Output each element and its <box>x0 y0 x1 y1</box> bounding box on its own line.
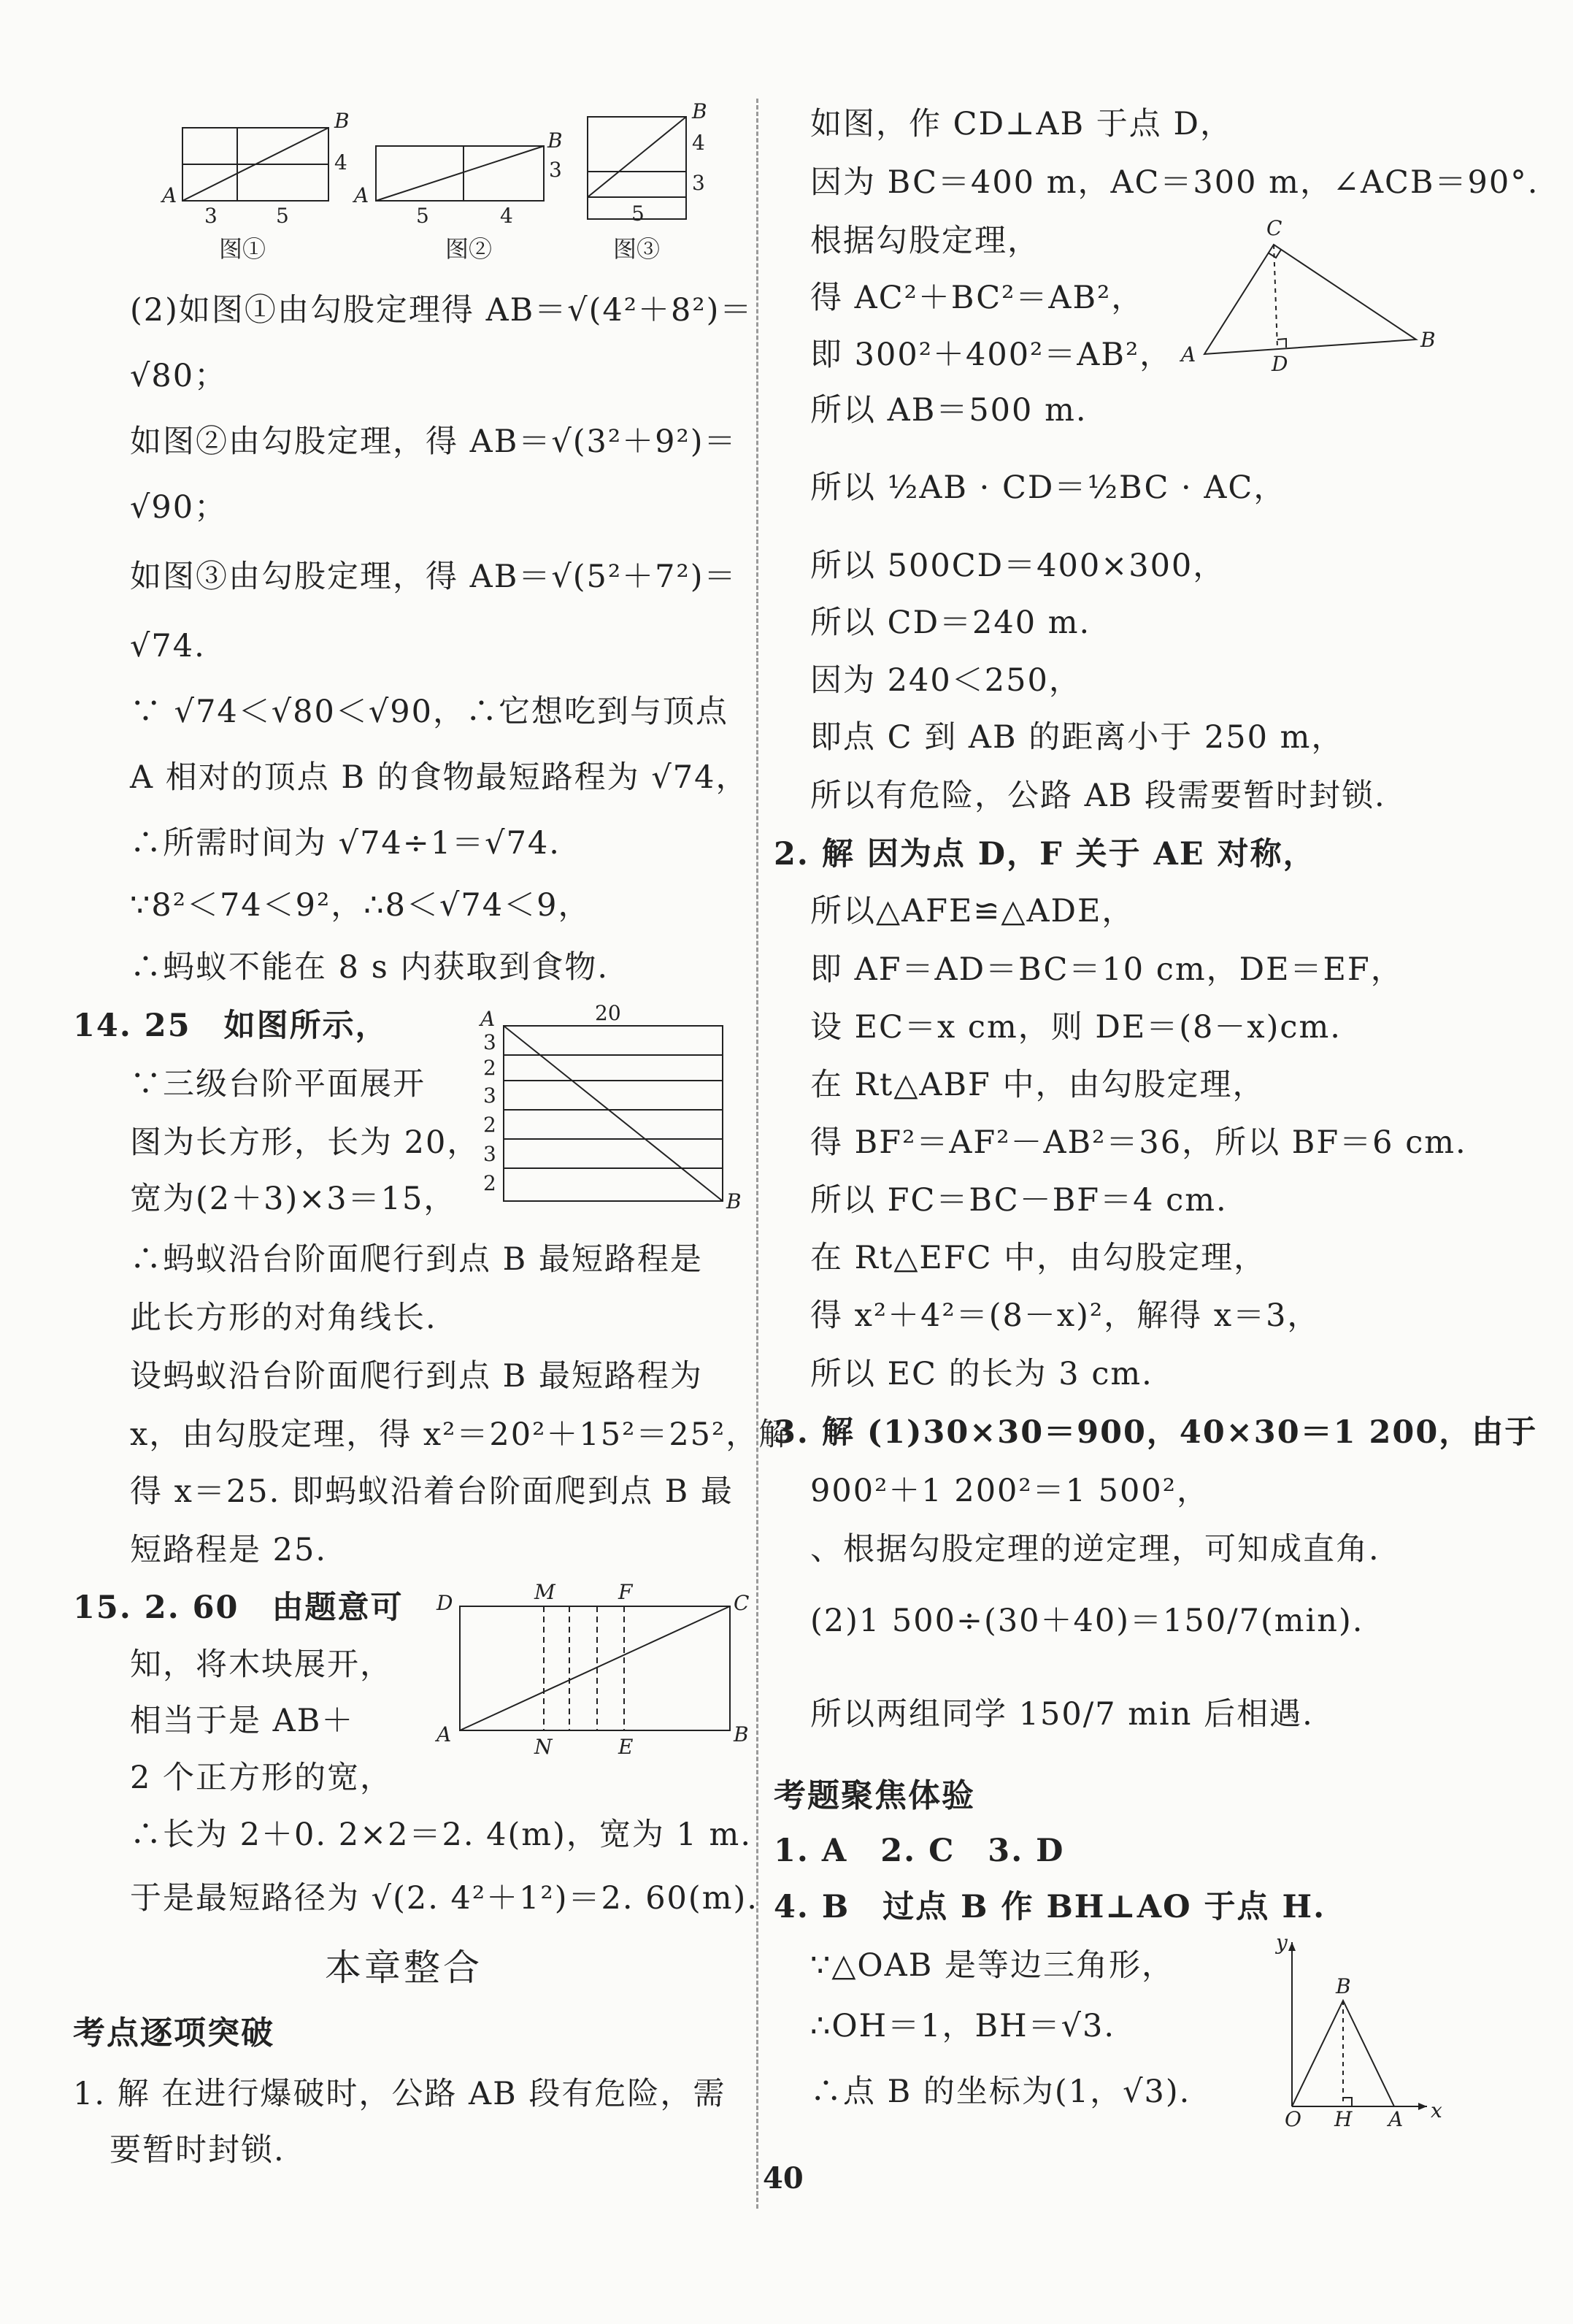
label-C: C <box>734 1591 750 1615</box>
label-A: A <box>436 1722 452 1746</box>
figure-caption: 图① <box>219 235 266 263</box>
text-line: 相当于是 AB＋ <box>130 1703 355 1739</box>
dim-label: 3 <box>204 204 218 228</box>
text-line: 此长方形的对角线长. <box>130 1300 437 1336</box>
text-line: √90； <box>130 489 228 526</box>
dim-label: 20 <box>595 1001 621 1025</box>
text-line: 得 BF²＝AF²－AB²＝36，所以 BF＝6 cm. <box>810 1124 1467 1161</box>
text-line: 得 AC²＋BC²＝AB²， <box>810 280 1145 316</box>
label-B: B <box>334 109 350 133</box>
text-line: 所以 EC 的长为 3 cm. <box>810 1356 1153 1392</box>
column-divider <box>756 99 758 2209</box>
text-line: (2)1 500÷(30＋40)＝150/7(min). <box>810 1603 1364 1639</box>
text-line: 根据勾股定理， <box>810 223 1040 259</box>
dim-label: 3 <box>549 158 562 182</box>
text-line: 宽为(2＋3)×3＝15， <box>130 1181 457 1217</box>
text-line: √80； <box>130 358 228 394</box>
label-A: A <box>1388 2107 1404 2131</box>
text-line: 在 Rt△EFC 中，由勾股定理， <box>810 1240 1267 1276</box>
figure-triangle-ACB <box>1175 212 1453 387</box>
text-line: 即 AF＝AD＝BC＝10 cm，DE＝EF， <box>810 951 1404 988</box>
label-B: B <box>692 99 707 123</box>
text-line: 如图③由勾股定理，得 AB＝√(5²＋7²)＝ <box>130 559 737 595</box>
text-line: ∴长为 2＋0. 2×2＝2. 4(m)，宽为 1 m. <box>130 1817 752 1853</box>
dim-label: 5 <box>416 204 429 228</box>
text-line: 于是最短路径为 √(2. 4²＋1²)＝2. 60(m). <box>130 1880 758 1917</box>
figure-3 <box>588 99 707 263</box>
text-line: 所以 AB＝500 m. <box>810 392 1088 429</box>
figure-caption: 图③ <box>613 235 661 263</box>
text-line: ∴点 B 的坐标为(1，√3). <box>810 2074 1191 2110</box>
text-line: 即 300²＋400²＝AB²， <box>810 337 1173 373</box>
label-F: F <box>618 1580 633 1604</box>
section-heading: 考题聚焦体验 <box>774 1777 975 1814</box>
text-line: 所以 CD＝240 m. <box>810 605 1091 641</box>
text-line: 所以 FC＝BC－BF＝4 cm. <box>810 1182 1228 1219</box>
text-line: ∵8²＜74＜9²，∴8＜√74＜9， <box>130 887 591 924</box>
dim-label: 5 <box>631 202 645 226</box>
text-line: 所以 500CD＝400×300， <box>810 548 1226 584</box>
text-line: x，由勾股定理，得 x²＝20²＋15²＝25²，解 <box>130 1416 792 1453</box>
dim-label: 3 <box>692 171 705 195</box>
dim-label: 3 <box>483 1030 496 1054</box>
text-line: ∵ √74＜√80＜√90，∴它想吃到与顶点 <box>130 694 729 730</box>
label-M: M <box>534 1580 555 1604</box>
text-line: 所以 ½AB · CD＝½BC · AC， <box>810 469 1287 506</box>
label-D: D <box>1272 352 1288 376</box>
figure-caption: 图② <box>445 235 493 263</box>
label-A: A <box>1181 342 1196 367</box>
text-line: 如图，作 CD⊥AB 于点 D， <box>810 106 1233 142</box>
question-2: 2. 解 因为点 D，F 关于 AE 对称， <box>774 836 1316 873</box>
text-line: √74. <box>130 628 206 664</box>
dim-label: 2 <box>483 1056 496 1080</box>
label-H: H <box>1334 2107 1353 2131</box>
text-line: ∵三级台阶平面展开 <box>130 1066 426 1102</box>
label-A: A <box>480 1007 496 1031</box>
text-line: 要暂时封锁. <box>109 2132 285 2168</box>
text-line: 所以两组同学 150/7 min 后相遇. <box>810 1696 1314 1733</box>
text-line: 所以有危险，公路 AB 段需要暂时封锁. <box>810 778 1386 814</box>
answers-1-3: 1. A 2. C 3. D <box>774 1833 1065 1869</box>
dim-label: 3 <box>483 1084 496 1108</box>
label-N: N <box>534 1735 553 1759</box>
text-line: 设蚂蚁沿台阶面爬行到点 B 最短路程为 <box>130 1358 703 1395</box>
label-B: B <box>726 1189 742 1213</box>
axis-label-x: x <box>1431 2098 1442 2122</box>
text-line: ∴蚂蚁不能在 8 s 内获取到食物. <box>130 949 609 986</box>
text-line: 在 Rt△ABF 中，由勾股定理， <box>810 1067 1266 1103</box>
label-B: B <box>734 1722 749 1746</box>
text-line: 900²＋1 200²＝1 500²， <box>810 1473 1209 1509</box>
dim-label: 2 <box>483 1171 496 1195</box>
question-4: 4. B 过点 B 作 BH⊥AO 于点 H. <box>774 1889 1326 1925</box>
text-line: 所以△AFE≌△ADE， <box>810 893 1135 929</box>
text-line: ∵△OAB 是等边三角形， <box>810 1947 1174 1984</box>
figure-wood-block <box>431 1577 750 1760</box>
dim-label: 4 <box>692 131 705 155</box>
text-line: ∴蚂蚁沿台阶面爬行到点 B 最短路程是 <box>130 1241 703 1278</box>
text-line: 得 x＝25. 即蚂蚁沿着台阶面爬到点 B 最 <box>130 1473 734 1510</box>
label-B: B <box>547 129 563 153</box>
label-A: A <box>162 183 177 207</box>
text-line: 如图②由勾股定理，得 AB＝√(3²＋9²)＝ <box>130 423 737 460</box>
text-line: 设 EC＝x cm，则 DE＝(8－x)cm. <box>810 1009 1342 1046</box>
figure-stairs <box>467 1001 745 1216</box>
section-heading: 考点逐项突破 <box>73 2014 274 2052</box>
label-E: E <box>618 1735 634 1759</box>
text-line: ∴所需时间为 √74÷1＝√74. <box>130 825 561 862</box>
dim-label: 5 <box>276 204 289 228</box>
text-line: 、根据勾股定理的逆定理，可知成直角. <box>810 1531 1380 1568</box>
question-3: 3. 解 (1)30×30＝900，40×30＝1 200，由于 <box>774 1414 1538 1451</box>
text-line: (2)如图①由勾股定理得 AB＝√(4²＋8²)＝ <box>130 292 753 329</box>
axis-label-y: y <box>1276 1930 1288 1955</box>
figure-rectangles-top <box>146 95 745 277</box>
label-A: A <box>354 183 369 207</box>
text-line: 图为长方形，长为 20， <box>130 1124 480 1161</box>
text-line: A 相对的顶点 B 的食物最短路程为 √74， <box>130 759 749 796</box>
dim-label: 2 <box>483 1113 496 1137</box>
figure-equilateral-OAB <box>1263 1928 1445 2132</box>
figure-2 <box>352 129 563 263</box>
section-title: 本章整合 <box>325 1947 482 1989</box>
text-line: 2 个正方形的宽， <box>130 1760 393 1796</box>
text-line: 因为 BC＝400 m，AC＝300 m，∠ACB＝90°. <box>810 164 1539 201</box>
text-line: 知，将木块展开， <box>130 1646 393 1683</box>
dim-label: 4 <box>500 204 513 228</box>
text-line: 1. 解 在进行爆破时，公路 AB 段有危险，需 <box>73 2076 726 2112</box>
question-15: 15. 2. 60 由题意可 <box>73 1589 404 1626</box>
text-line: 短路程是 25. <box>130 1532 328 1568</box>
text-line: ∴OH＝1，BH＝√3. <box>810 2008 1115 2044</box>
label-D: D <box>436 1591 453 1615</box>
label-O: O <box>1285 2107 1301 2131</box>
page-number: 40 <box>763 2161 804 2195</box>
figure-1 <box>160 109 350 263</box>
label-B: B <box>1420 328 1436 352</box>
text-line: 因为 240＜250， <box>810 662 1082 699</box>
label-B: B <box>1336 1974 1351 1998</box>
dim-label: 4 <box>334 150 347 175</box>
dim-label: 3 <box>483 1142 496 1166</box>
text-line: 得 x²＋4²＝(8－x)²，解得 x＝3， <box>810 1297 1320 1334</box>
text-line: 即点 C 到 AB 的距离小于 250 m， <box>810 719 1345 756</box>
question-14: 14. 25 如图所示， <box>73 1008 388 1044</box>
label-C: C <box>1266 216 1282 240</box>
